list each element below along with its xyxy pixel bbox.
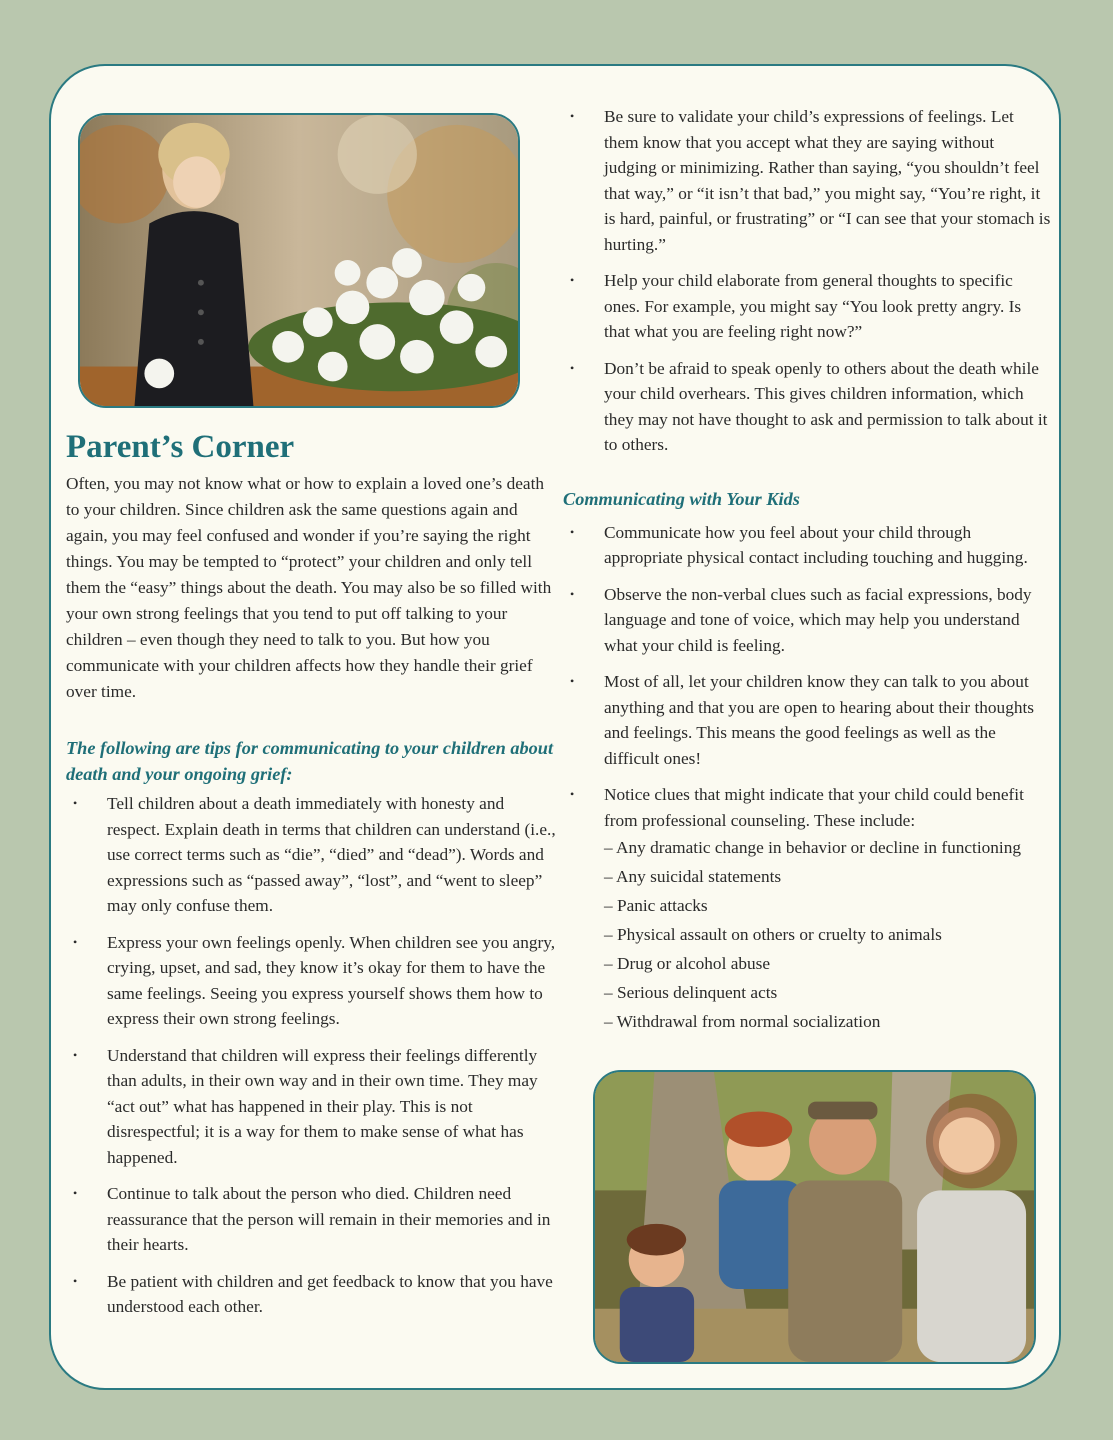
counseling-clues-list [563,833,1051,1036]
list-item: • Understand that children will express their feelings differently than adults, in their own way and in their own time. They may “act out” what has happened in their play. This is not disrespectful; it is a way for them to make sense of what has happened. [66,1043,556,1171]
list-item: – Withdrawal from normal socialization [604,1012,881,1031]
list-item: – Any suicidal statements [604,867,782,886]
communicating-heading: Communicating with Your Kids [563,488,800,509]
list-item: • Notice clues that might indicate that your child could benefit from professional counseling. These include: [563,782,1051,833]
list-item: – Any dramatic change in behavior or decline in functioning [604,838,1022,857]
page-title: Parent’s Corner [66,429,295,465]
tips-heading: The following are tips for communicating to your children about death and your ongoing grief: [66,738,554,784]
list-item: • Communicate how you feel about your child through appropriate physical contact including touching and hugging. [563,520,1051,571]
family-photo [593,1070,1036,1364]
list-item: • Tell children about a death immediately with honesty and respect. Explain death in terms that children can understand (i.e., use correct terms such as “die”, “died” and “dead”). Words and expressions such as “passed away”, “lost”, and “went to sleep” may only confuse them. [66,791,556,919]
list-item: – Physical assault on others or cruelty to animals [604,925,942,944]
list-item: • Express your own feelings openly. When children see you angry, crying, upset, and sad, they know it’s okay for them to have the same feelings. Seeing you express yourself shows them how to express their own strong feelings. [66,930,556,1032]
communicating-list [563,520,1051,834]
list-item: – Panic attacks [604,896,708,915]
left-column [66,425,556,1331]
list-item: • Continue to talk about the person who died. Children need reassurance that the person will remain in their memories and in their hearts. [66,1181,556,1258]
list-item: – Serious delinquent acts [604,983,778,1002]
girl-with-flowers-photo [78,113,520,408]
right-column [563,104,1051,1036]
list-item: • Be patient with children and get feedback to know that you have understood each other. [66,1269,556,1320]
list-item: • Observe the non-verbal clues such as facial expressions, body language and tone of voice, which may help you understand what your child is feeling. [563,582,1051,659]
list-item: – Drug or alcohol abuse [604,954,771,973]
list-item: • Don’t be afraid to speak openly to others about the death while your child overhears. This gives children information, which they may not have thought to ask and permission to talk about it to others. [563,356,1051,458]
tips-list-continued [563,104,1051,458]
list-item: • Help your child elaborate from general thoughts to specific ones. For example, you might say “You look pretty angry. Is that what you are feeling right now?” [563,268,1051,345]
tips-list [66,791,556,1320]
list-item: • Most of all, let your children know they can talk to you about anything and that you are open to hearing about their thoughts and feelings. This means the good feelings as well as the difficult ones! [563,669,1051,771]
intro-paragraph: Often, you may not know what or how to explain a loved one’s death to your children. Since children ask the same questions again and again, you may feel confused and wonder if you’re saying the right things. You may be tempted to “protect” your children and only tell them the “easy” things about the death. You may also be so filled with your own strong feelings that you tend to put off talking to your children – even though they need to talk to you. But how you communicate with your children affects how they handle their grief over time. [66,474,552,701]
list-item: • Be sure to validate your child’s expressions of feelings. Let them know that you accept what they are saying without judging or minimizing. Rather than saying, “you shouldn’t feel that way,” or “it isn’t that bad,” you might say, “You’re right, it is hard, painful, or frustrating” or “I can see that your stomach is hurting.” [563,104,1051,257]
